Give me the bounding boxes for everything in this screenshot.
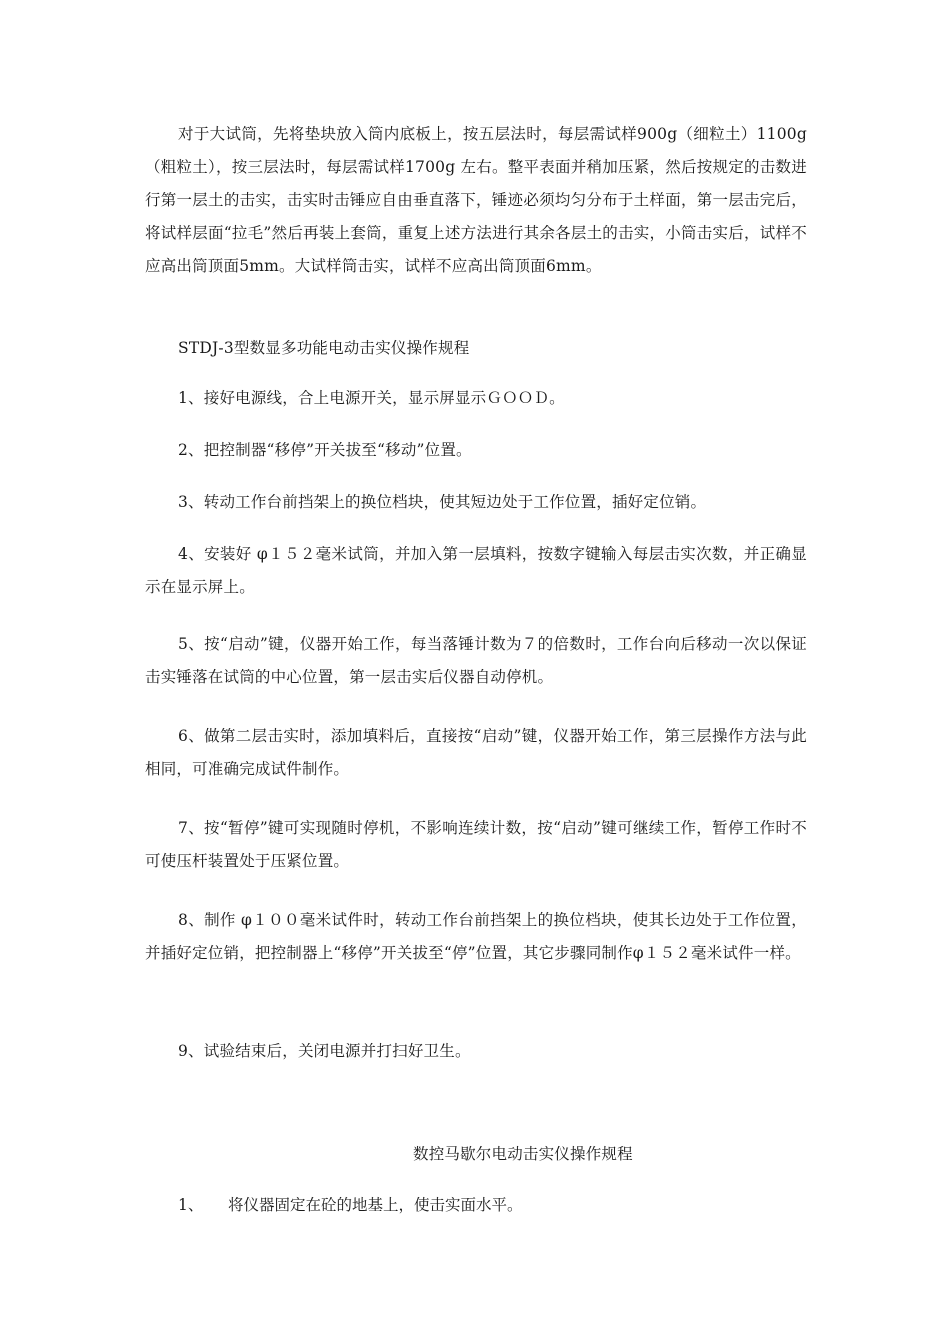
step-9: 9、试验结束后，关闭电源并打扫好卫生。 xyxy=(178,1042,471,1060)
section1-title: STDJ-3型数显多功能电动击实仪操作规程 xyxy=(178,339,470,357)
section2-title: 数控马歇尔电动击实仪操作规程 xyxy=(413,1145,633,1163)
step-8: 8、制作 φ１００毫米试件时，转动工作台前挡架上的换位档块，使其长边处于工作位置，并插好定位销，把控制器上“移停”开关拔至“停”位置，其它步骤同制作φ１５２毫米试件一样。 xyxy=(145,911,807,962)
section2-step-1-number: 1、 xyxy=(178,1196,204,1214)
step-6: 6、做第二层击实时，添加填料后，直接按“启动”键，仪器开始工作，第三层操作方法与此相同，可准确完成试件制作。 xyxy=(145,727,807,778)
section2-step-1 xyxy=(178,1189,778,1222)
step-2: 2、把控制器“移停”开关拔至“移动”位置。 xyxy=(178,441,472,459)
section2-step-1-text: 将仪器固定在砼的地基上，使击实面水平。 xyxy=(228,1196,523,1214)
step-5: 5、按“启动”键，仪器开始工作，每当落锤计数为７的倍数时，工作台向后移动一次以保证击实锤落在试筒的中心位置，第一层击实后仪器自动停机。 xyxy=(145,635,807,686)
step-1: 1、接好电源线，合上电源开关，显示屏显示ＧＯＯＤ。 xyxy=(178,389,565,407)
step-3: 3、转动工作台前挡架上的换位档块，使其短边处于工作位置，插好定位销。 xyxy=(178,493,707,511)
step-7: 7、按“暂停”键可实现随时停机，不影响连续计数，按“启动”键可继续工作，暂停工作时不可使压杆装置处于压紧位置。 xyxy=(145,819,807,870)
step-4: 4、安装好 φ１５２毫米试筒，并加入第一层填料，按数字键输入每层击实次数，并正确显示在显示屏上。 xyxy=(145,545,807,596)
intro-paragraph: 对于大试筒，先将垫块放入筒内底板上，按五层法时，每层需试样900g（细粒土）1100g（粗粒土），按三层法时，每层需试样1700g 左右。整平表面并稍加压紧，然后按规定的击数进行第一层土的击实，击实时击锤应自由垂直落下，锤迹必须均匀分布于土样面，第一层击完后，将试样层面“拉毛”然后再装上套筒，重复上述方法进行其余各层土的击实，小筒击实后，试样不应高出筒顶面5mm。大试样筒击实，试样不应高出筒顶面6mm。 xyxy=(145,125,807,275)
